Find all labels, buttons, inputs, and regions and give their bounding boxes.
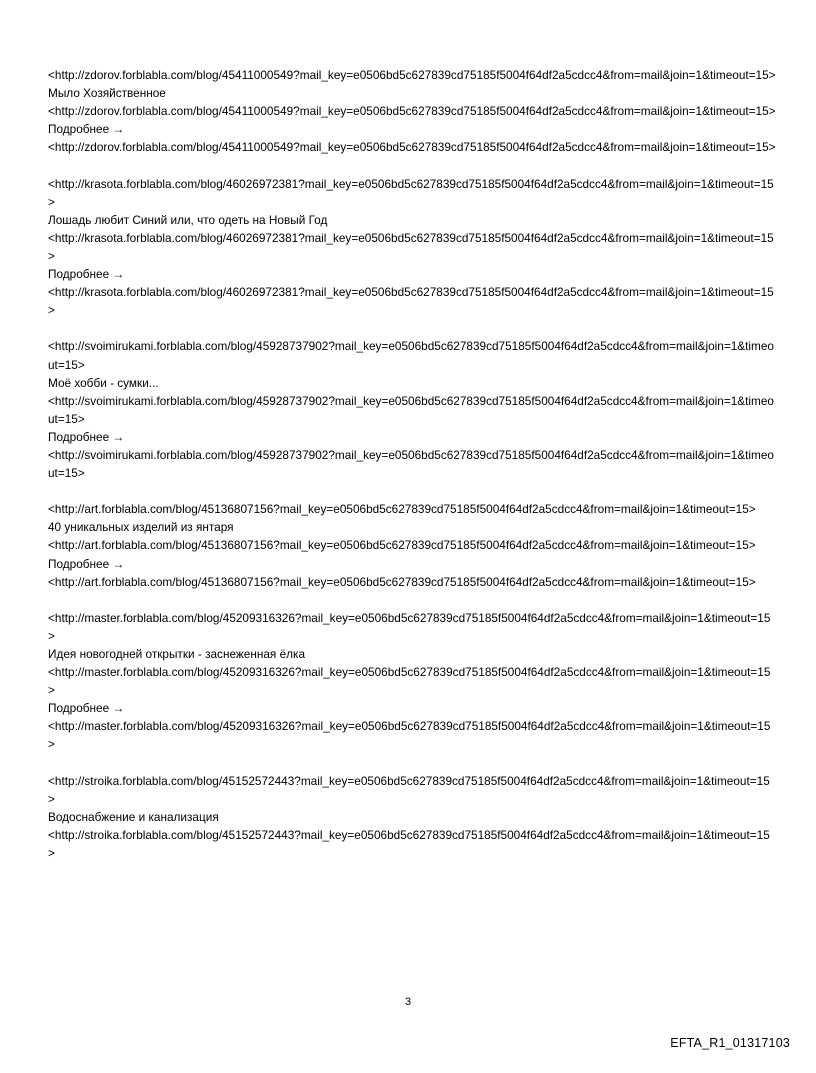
entry-link[interactable]: <http://stroika.forblabla.com/blog/45152572443?mail_key=e0506bd5c627839cd75185f5004f64df2a5cdcc4&from=mail&join=1&timeout=15> xyxy=(48,773,770,806)
read-more-link[interactable]: Подробнее → xyxy=(48,429,125,444)
page-number: 3 xyxy=(404,996,412,1008)
entry-title: Лошадь любит Синий или, что одеть на Новый Год xyxy=(48,212,328,227)
read-more-link[interactable]: Подробнее → xyxy=(48,701,125,716)
entry-link[interactable]: <http://zdorov.forblabla.com/blog/45411000549?mail_key=e0506bd5c627839cd75185f5004f64df2a5cdcc4&from=mail&join=1&timeout=15> xyxy=(48,68,776,82)
blog-entry-zdorov xyxy=(48,66,776,156)
blog-entry-art xyxy=(48,500,776,590)
entry-link[interactable]: <http://svoimirukami.forblabla.com/blog/45928737902?mail_key=e0506bd5c627839cd75185f5004f64df2a5cdcc4&from=mail&join=1&timeout=15> xyxy=(48,393,774,426)
entry-link[interactable]: <http://krasota.forblabla.com/blog/46026972381?mail_key=e0506bd5c627839cd75185f5004f64df2a5cdcc4&from=mail&join=1&timeout=15> xyxy=(48,230,774,263)
read-more-link[interactable]: Подробнее → xyxy=(48,122,125,137)
entry-link[interactable]: <http://art.forblabla.com/blog/45136807156?mail_key=e0506bd5c627839cd75185f5004f64df2a5cdcc4&from=mail&join=1&timeout=15> xyxy=(48,502,756,517)
entry-link[interactable]: <http://krasota.forblabla.com/blog/46026972381?mail_key=e0506bd5c627839cd75185f5004f64df2a5cdcc4&from=mail&join=1&timeout=15> xyxy=(48,285,774,318)
read-more-link[interactable]: Подробнее → xyxy=(48,556,125,571)
entry-title: Мыло Хозяйственное xyxy=(48,86,166,101)
read-more-link[interactable]: Подробнее → xyxy=(48,267,125,282)
entry-title: Идея новогодней открытки - заснеженная ёлка xyxy=(48,647,306,661)
blog-entry-stroika xyxy=(48,772,776,862)
entry-title: Моё хобби - сумки... xyxy=(48,375,159,390)
blog-entry-master xyxy=(48,609,776,754)
entry-link[interactable]: <http://zdorov.forblabla.com/blog/45411000549?mail_key=e0506bd5c627839cd75185f5004f64df2a5cdcc4&from=mail&join=1&timeout=15> xyxy=(48,104,776,119)
entry-title: 40 уникальных изделий из янтаря xyxy=(48,520,234,535)
entry-link[interactable]: <http://master.forblabla.com/blog/45209316326?mail_key=e0506bd5c627839cd75185f5004f64df2a5cdcc4&from=mail&join=1&timeout=15> xyxy=(48,610,771,643)
entry-link[interactable]: <http://zdorov.forblabla.com/blog/45411000549?mail_key=e0506bd5c627839cd75185f5004f64df2a5cdcc4&from=mail&join=1&timeout=15> xyxy=(48,140,776,155)
blog-entry-svoimirukami xyxy=(48,337,776,482)
entry-title: Водоснабжение и канализация xyxy=(48,809,219,824)
entry-link[interactable]: <http://svoimirukami.forblabla.com/blog/45928737902?mail_key=e0506bd5c627839cd75185f5004f64df2a5cdcc4&from=mail&join=1&timeout=15> xyxy=(48,339,774,372)
entry-link[interactable]: <http://svoimirukami.forblabla.com/blog/45928737902?mail_key=e0506bd5c627839cd75185f5004f64df2a5cdcc4&from=mail&join=1&timeout=15> xyxy=(48,447,774,481)
entry-link[interactable]: <http://stroika.forblabla.com/blog/45152572443?mail_key=e0506bd5c627839cd75185f5004f64df2a5cdcc4&from=mail&join=1&timeout=15> xyxy=(48,827,770,861)
entry-link[interactable]: <http://art.forblabla.com/blog/45136807156?mail_key=e0506bd5c627839cd75185f5004f64df2a5cdcc4&from=mail&join=1&timeout=15> xyxy=(48,574,756,589)
entry-link[interactable]: <http://master.forblabla.com/blog/45209316326?mail_key=e0506bd5c627839cd75185f5004f64df2a5cdcc4&from=mail&join=1&timeout=15> xyxy=(48,719,771,752)
entry-link[interactable]: <http://art.forblabla.com/blog/45136807156?mail_key=e0506bd5c627839cd75185f5004f64df2a5cdcc4&from=mail&join=1&timeout=15> xyxy=(48,538,756,553)
blog-entry-krasota xyxy=(48,175,776,320)
entry-link[interactable]: <http://master.forblabla.com/blog/45209316326?mail_key=e0506bd5c627839cd75185f5004f64df2a5cdcc4&from=mail&join=1&timeout=15> xyxy=(48,665,771,698)
entry-link[interactable]: <http://krasota.forblabla.com/blog/46026972381?mail_key=e0506bd5c627839cd75185f5004f64df2a5cdcc4&from=mail&join=1&timeout=15> xyxy=(48,176,774,209)
document-body xyxy=(48,66,776,880)
document-id-stamp: EFTA_R1_01317103 xyxy=(670,1036,790,1050)
